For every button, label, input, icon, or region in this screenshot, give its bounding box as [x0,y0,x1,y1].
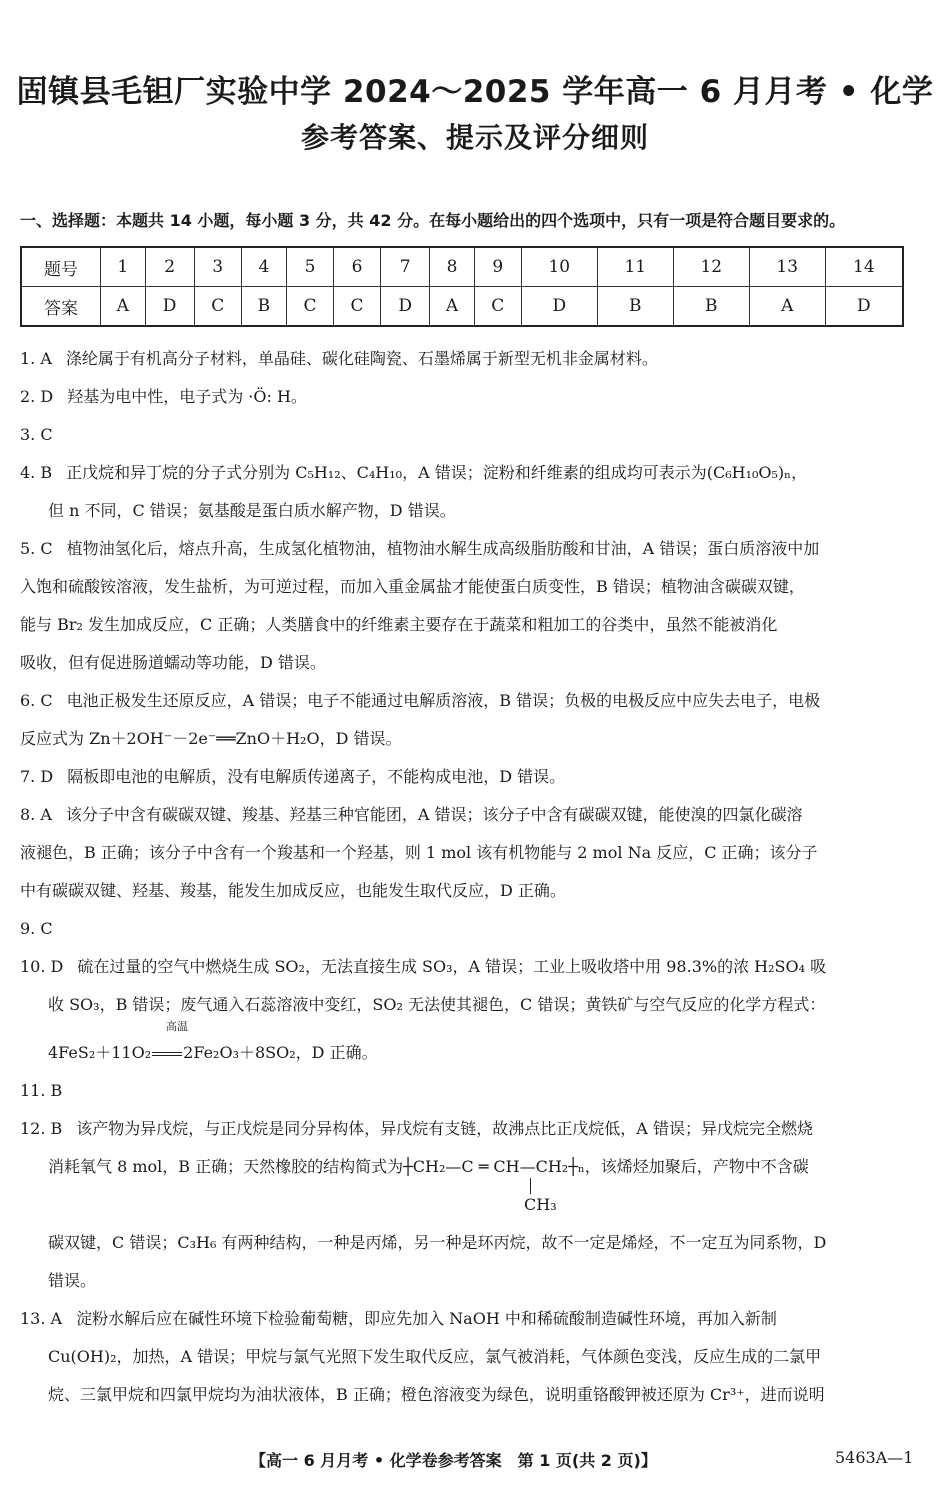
list-item [20,530,932,682]
list-item [20,340,932,378]
list-item [20,416,932,454]
explanations [20,340,932,1414]
answer-row [21,287,903,327]
question-number-cell: 1 [101,247,146,287]
answer-cell: C [287,287,334,327]
list-item [20,682,932,758]
item-text: 隔板即电池的电解质，没有电解质传递离子，不能构成电池，D 错误。 [67,767,566,786]
list-item [20,948,932,1072]
item-text: 中有碳碳双键、羟基、羧基，能发生加成反应，也能发生取代反应，D 正确。 [20,881,566,900]
question-number-cell: 14 [825,247,903,287]
item-text: 该分子中含有碳碳双键、羧基、羟基三种官能团，A 错误；该分子中含有碳碳双键，能使溴的四氯化碳溶 [65,805,803,824]
list-item [20,796,932,910]
question-number-cell: 9 [474,247,521,287]
item-text: 吸收，但有促进肠道蠕动等功能，D 错误。 [20,653,326,672]
question-number-cell: 12 [673,247,749,287]
question-number-cell: 4 [241,247,286,287]
list-item [20,454,932,530]
question-number-cell: 10 [521,247,597,287]
equation-right: 2Fe₂O₃＋8SO₂，D 正确。 [183,1043,378,1062]
item-text: 但 n 不同，C 错误；氨基酸是蛋白质水解产物，D 错误。 [48,501,456,520]
item-number: 7. D [20,767,54,786]
item-text: Cu(OH)₂，加热，A 错误；甲烷与氯气光照下发生取代反应，氯气被消耗，气体颜色变浅，反应生成的二氯甲 [48,1347,822,1366]
page-title: 固镇县毛钽厂实验中学 2024～2025 学年高一 6 月月考 • 化学 [16,74,934,110]
item-number: 12. B [20,1119,63,1138]
row-label: 答案 [21,287,101,327]
question-number-cell: 3 [194,247,241,287]
item-number: 3. C [20,425,53,444]
chemical-equation [20,1020,932,1072]
rubber-formula: ┼CH₂—C ═ CH—CH₂┼ₙ [403,1157,585,1176]
section-heading: 一、选择题：本题共 14 小题，每小题 3 分，共 42 分。在每小题给出的四个选项中，只有一项是符合题目要求的。 [20,211,846,230]
item-text: ，该烯烃加聚后，产物中不含碳 [584,1157,809,1176]
item-text: 收 SO₃，B 错误；废气通入石蕊溶液中变红，SO₂ 无法使其褪色，C 错误；黄铁矿与空气反应的化学方程式： [48,995,826,1014]
item-number: 11. B [20,1081,63,1100]
answer-cell: D [145,287,194,327]
reaction-condition: 高温 [166,1020,188,1033]
item-text: 涤纶属于有机高分子材料，单晶硅、碳化硅陶瓷、石墨烯属于新型无机非金属材料。 [65,349,658,368]
item-number: 5. C [20,539,53,558]
item-number: 10. D [20,957,64,976]
answer-cell: C [334,287,381,327]
equals-sign [152,1052,182,1056]
answer-cell: D [521,287,597,327]
item-number: 1. A [20,349,52,368]
question-number-cell: 7 [381,247,430,287]
rubber-structure-line [20,1148,932,1224]
question-number-cell: 6 [334,247,381,287]
list-item [20,1300,932,1414]
item-text: 液褪色，B 正确；该分子中含有一个羧基和一个羟基，则 1 mol 该有机物能与 2 mol Na 反应，C 正确；该分子 [20,843,818,862]
item-text: 电池正极发生还原反应，A 错误；电子不能通过电解质溶液，B 错误；负极的电极反应中应失去电子，电极 [66,691,821,710]
item-text: 正戊烷和异丁烷的分子式分别为 C₅H₁₂、C₄H₁₀，A 错误；淀粉和纤维素的组成均可表示为(C₆H₁₀O₅)ₙ， [66,463,808,482]
item-text: 能与 Br₂ 发生加成反应，C 正确；人类膳食中的纤维素主要存在于蔬菜和粗加工的谷类中，虽然不能被消化 [20,615,778,634]
item-text: 植物油氢化后，熔点升高，生成氢化植物油，植物油水解生成高级脂肪酸和甘油，A 错误；蛋白质溶液中加 [66,539,820,558]
item-text: 碳双键，C 错误；C₃H₆ 有两种结构，一种是丙烯，另一种是环丙烷，故不一定是烯烃，不一定互为同系物，D [48,1233,827,1252]
answer-cell: D [825,287,903,327]
answer-cell: B [241,287,286,327]
methyl-branch: CH₃ [524,1195,557,1214]
document-code: 5463A—1 [835,1448,914,1467]
item-text: 消耗氧气 8 mol，B 正确；天然橡胶的结构简式为 [48,1157,404,1176]
question-number-cell: 5 [287,247,334,287]
item-number: 2. D [20,387,54,406]
answer-cell: B [597,287,673,327]
item-text: 烷、三氯甲烷和四氯甲烷均为油状液体，B 正确；橙色溶液变为绿色，说明重铬酸钾被还原为 Cr³⁺，进而说明 [48,1385,825,1404]
answer-cell: C [474,287,521,327]
question-number-cell: 8 [430,247,475,287]
answer-cell: A [101,287,146,327]
question-number-row [21,247,903,287]
item-text: 淀粉水解后应在碱性环境下检验葡萄糖，即应先加入 NaOH 中和稀硫酸制造碱性环境，再加入新制 [76,1309,777,1328]
answer-table [20,246,904,327]
equation-left: 4FeS₂＋11O₂ [48,1043,152,1062]
question-number-cell: 11 [597,247,673,287]
item-text: 入饱和硫酸铵溶液，发生盐析，为可逆过程，而加入重金属盐才能使蛋白质变性，B 错误；植物油含碳碳双键， [20,577,805,596]
item-text: 硫在过量的空气中燃烧生成 SO₂，无法直接生成 SO₃，A 错误；工业上吸收塔中用 98.3%的浓 H₂SO₄ 吸 [77,957,827,976]
item-number: 13. A [20,1309,63,1328]
item-number: 8. A [20,805,52,824]
item-number: 9. C [20,919,53,938]
list-item [20,378,932,416]
item-number: 4. B [20,463,53,482]
footer-label: 【高一 6 月月考 • 化学卷参考答案 第 1 页(共 2 页)】 [250,1451,657,1470]
item-text: 反应式为 Zn＋2OH⁻－2e⁻══ZnO＋H₂O，D 错误。 [20,729,402,748]
list-item [20,1110,932,1300]
item-text: 该产物为异戊烷，与正戊烷是同分异构体，异戊烷有支链，故沸点比正戊烷低，A 错误；异戊烷完全燃烧 [76,1119,813,1138]
question-number-cell: 2 [145,247,194,287]
answer-cell: C [194,287,241,327]
list-item [20,910,932,948]
item-text: 羟基为电中性，电子式为 ·Ö: H。 [67,387,307,406]
answer-cell: A [430,287,475,327]
item-text: 错误。 [48,1271,97,1290]
item-number: 6. C [20,691,53,710]
answer-cell: B [673,287,749,327]
page-subtitle: 参考答案、提示及评分细则 [300,121,649,154]
list-item [20,1072,932,1110]
question-number-cell: 13 [749,247,825,287]
answer-cell: D [381,287,430,327]
row-label: 题号 [21,247,101,287]
answer-cell: A [749,287,825,327]
list-item [20,758,932,796]
